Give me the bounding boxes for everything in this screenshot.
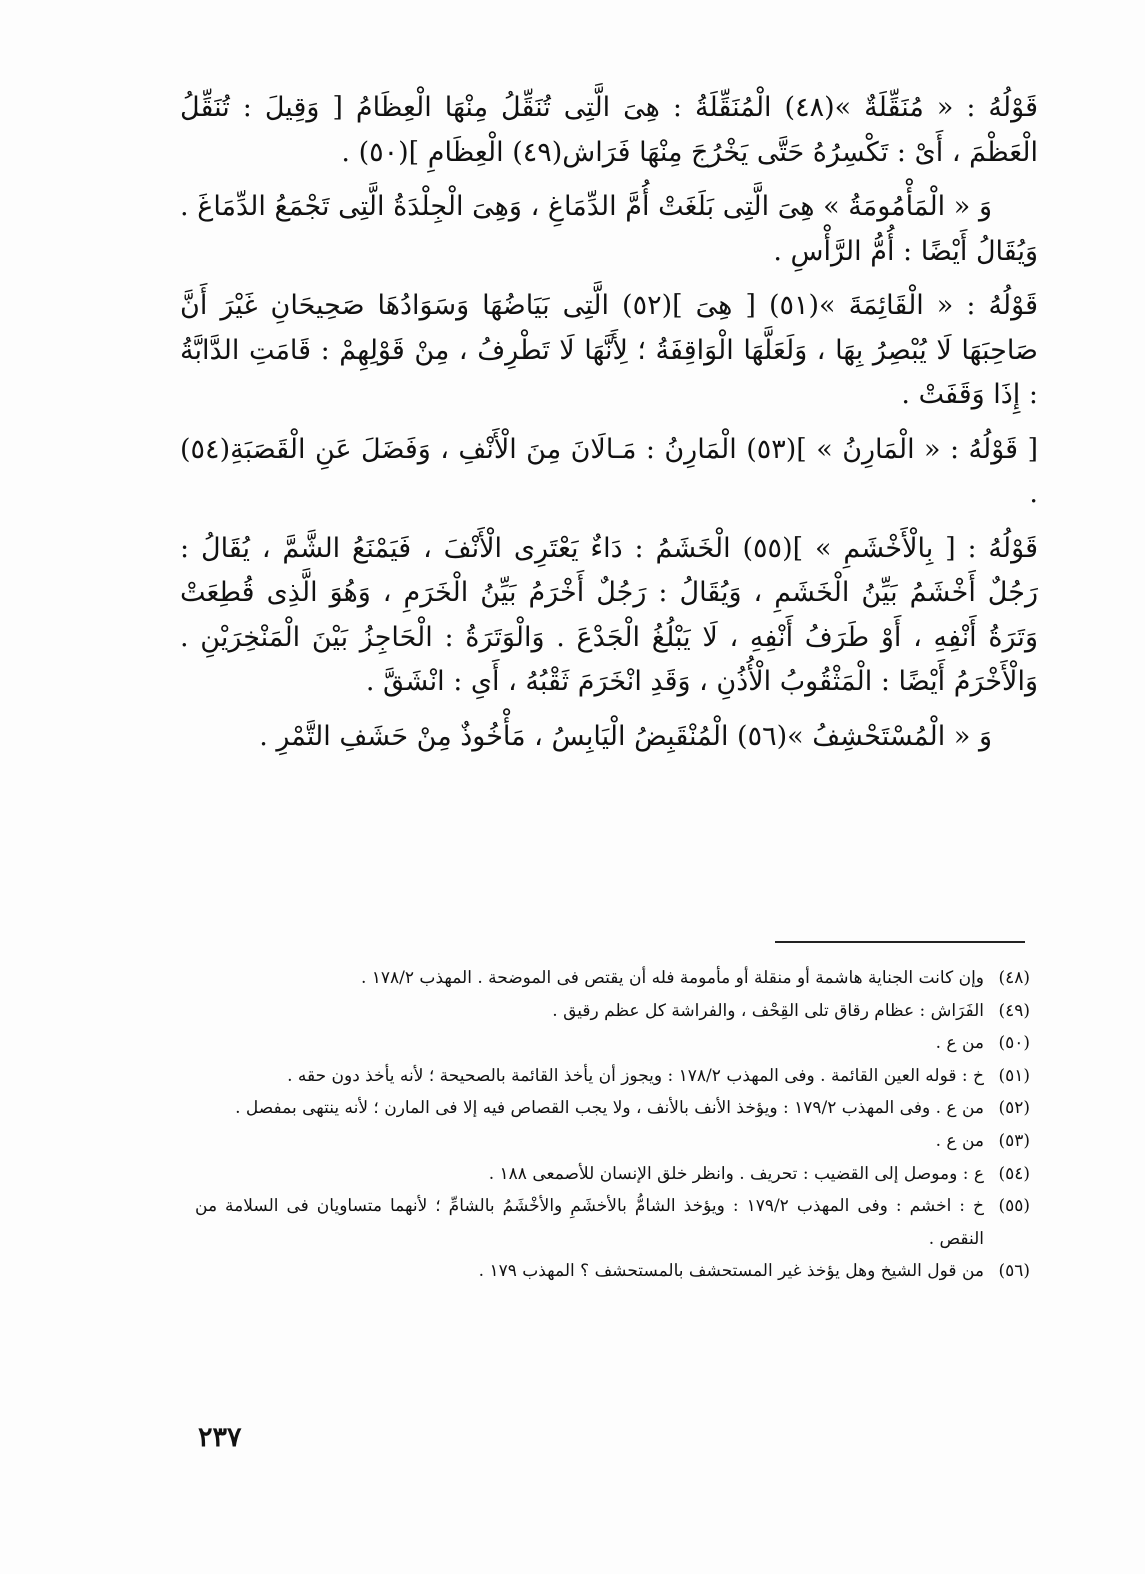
page-number: ٢٣٧ <box>198 1422 242 1453</box>
footnote-text: من ع . <box>935 1033 984 1054</box>
footnote-number: (٥٠) <box>998 1033 1030 1054</box>
footnote-text: من قول الشيخ وهل يؤخذ غير المستحشف بالمستحشف ؟ المهذب ١٧٩ . <box>478 1261 984 1282</box>
paragraph-marin: [ قَوْلُهُ : « الْمَارِنُ » ](٥٣) الْمَارِنُ : مَـالَانَ مِنَ الْأَنْفِ ، وَفَضَلَ عَنِ الْقَصَبَةِ(٥٤) . <box>180 433 1039 509</box>
paragraph-munaqqila: قَوْلُهُ : « مُنَقِّلَةٌ »(٤٨) الْمُنَقِّلَةُ : هِىَ الَّتِى تُنَقِّلُ مِنْهَا الْعِظَامُ [ وَقِيلَ : تُنَقِّلُ الْعَظْمَ ، أَىْ : تَكْسِرُهُ حَتَّى يَخْرُجَ مِنْهَا فَرَاش(٤٩) الْعِظَامِ ](٥٠) . <box>180 92 1038 168</box>
footnote-55 <box>195 1190 1030 1255</box>
footnote-number: (٥١) <box>998 1065 1030 1086</box>
footnote-number: (٥٤) <box>998 1163 1030 1184</box>
footnote-number: (٥٦) <box>998 1261 1030 1282</box>
footnote-text: ع : وموصل إلى القضيب : تحريف . وانظر خلق الإنسان للأصمعى ١٨٨ . <box>488 1163 984 1184</box>
paragraph-akhsham: قَوْلُهُ : [ بِالْأَخْشَمِ » ](٥٥) الْخَشَمُ : دَاءٌ يَعْتَرِى الْأَنْفَ ، فَيَمْنَعُ الشَّمَّ ، يُقَالُ : رَجُلٌ أَخْشَمُ بَيِّنُ الْخَشَمِ ، وَيُقَالُ : رَجُلٌ أَخْرَمُ بَيِّنُ الْخَرَمِ ، وَهُوَ الَّذِى قُطِعَتْ وَتَرَةُ أَنْفِهِ ، أَوْ طَرَفُ أَنْفِهِ ، لَا يَبْلُغُ الْجَدْعَ . وَالْوَتَرَةُ : الْحَاجِزُ بَيْنَ الْمَنْخِرَيْنِ . وَالْأَخْرَمُ أَيْضًا : الْمَثْقُوبُ الْأُذُنِ ، وَقَدِ انْخَرَمَ ثَقْبُهُ ، أَىِ : انْشَقَّ . <box>180 532 1038 697</box>
footnote-text: خ : اخشم : وفى المهذب ١٧٩/٢ : ويؤخذ الشامُّ بالأخشَمِ والأخْشَمُ بالشامِّ ؛ لأنهما متساويان فى السلامة من النقص . <box>195 1196 985 1249</box>
footnote-number: (٤٩) <box>998 1000 1030 1021</box>
footnote-text: من ع . وفى المهذب ١٧٩/٢ : ويؤخذ الأنف بالأنف ، ولا يجب القصاص فيه إلا فى المارن ؛ لأنه ينتهى بمفصل . <box>235 1098 984 1119</box>
footnote-56 <box>195 1255 1030 1288</box>
footnote-53 <box>195 1125 1030 1158</box>
footnote-number: (٥٢) <box>998 1098 1030 1119</box>
footnote-number: (٥٥) <box>998 1196 1030 1217</box>
main-text <box>180 86 1038 769</box>
footnote-separator <box>775 941 1025 943</box>
footnote-48 <box>195 962 1030 995</box>
footnote-number: (٤٨) <box>998 968 1030 988</box>
footnote-50 <box>195 1027 1030 1060</box>
footnote-49 <box>195 995 1030 1028</box>
paragraph-mamuma: وَ « الْمَأْمُومَةُ » هِىَ الَّتِى بَلَغَتْ أُمَّ الدِّمَاغِ ، وَهِىَ الْجِلْدَةُ الَّتِى تَجْمَعُ الدِّمَاغَ . وَيُقَالُ أَيْضًا : أُمُّ الرَّأْسِ . <box>180 191 1038 267</box>
footnote-number: (٥٣) <box>998 1130 1030 1151</box>
footnote-51 <box>195 1060 1030 1093</box>
footnote-text: الفَرَاش : عظام رقاق تلى القِحْف ، والفراشة كل عظم رقيق . <box>552 1000 984 1021</box>
footnote-text: من ع . <box>935 1130 984 1151</box>
footnote-text: خ : قوله العين القائمة . وفى المهذب ١٧٨/٢ : ويجوز أن يأخذ القائمة بالصحيحة ؛ لأنه يأخذ دون حقه . <box>287 1065 984 1086</box>
footnote-text: وإن كانت الجناية هاشمة أو منقلة أو مأمومة فله أن يقتص فى الموضحة . المهذب ١٧٨/٢ . <box>360 968 984 988</box>
paragraph-mustahshif: وَ « الْمُسْتَحْشِفُ »(٥٦) الْمُنْقَبِضُ الْيَابِسُ ، مَأْخُوذٌ مِنْ حَشَفِ التَّمْرِ . <box>259 720 992 752</box>
footnote-54 <box>195 1158 1030 1191</box>
footnote-52 <box>195 1092 1030 1125</box>
footnotes <box>195 962 1030 1288</box>
paragraph-qaima: قَوْلُهُ : « الْقَائِمَةَ »(٥١) [ هِىَ ](٥٢) الَّتِى بَيَاضُهَا وَسَوَادُهَا صَحِيحَانِ غَيْرَ أَنَّ صَاحِبَهَا لَا يُبْصِرُ بِهَا ، وَلَعَلَّهَا الْوَاقِفَةُ ؛ لِأَنَّهَا لَا تَطْرِفُ ، مِنْ قَوْلِهِمْ : قَامَتِ الدَّابَّةُ : إِذَا وَقَفَتْ . <box>180 290 1038 410</box>
